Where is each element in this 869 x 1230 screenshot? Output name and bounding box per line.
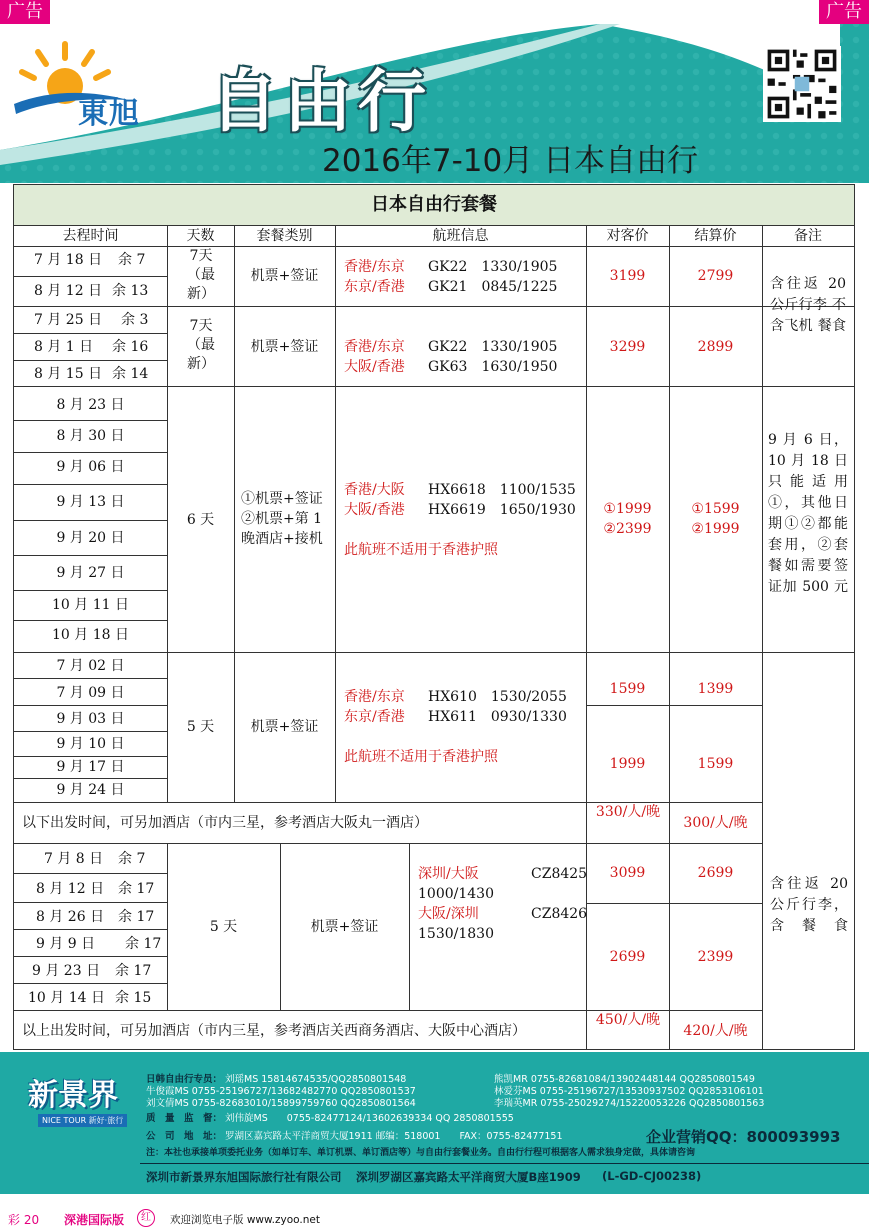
agency-logo-sub: NICE TOUR 新好·旅行 (38, 1114, 127, 1127)
type-cell: 机票+签证 (310, 919, 379, 935)
contact-5: 刘文倩MS 0755-82683010/15899759760 QQ2850801564 (146, 1098, 416, 1109)
flight-info: GK63 1630/1950 (428, 359, 558, 375)
date-cell: 8 月 30 日 (56, 428, 125, 444)
client-price: ①1999 (603, 501, 652, 517)
hotel-addon-text: 以下出发时间，可另加酒店（市内三星，参考酒店大阪丸一酒店） (22, 815, 428, 831)
flight-info: HX611 0930/1330 (428, 709, 567, 725)
client-price: 3099 (609, 865, 646, 881)
flight-route: 香港/东京 (344, 689, 405, 705)
date-cell: 9 月 23 日 (32, 963, 101, 979)
page-number: 彩 20 (8, 1213, 40, 1227)
date-cell: 7 月 02 日 (56, 658, 125, 674)
remark-note: 含往返 20 公斤行李 不含飞机 餐食 (770, 276, 846, 334)
flight-info: GK22 1330/1905 (428, 259, 558, 275)
quality-label: 质 量 监 督： (146, 1113, 223, 1124)
edition-name: 深港国际版 (64, 1213, 125, 1227)
hotel-addon-price: 330/人/晚 (595, 804, 661, 820)
col-header-departure: 去程时间 (62, 228, 119, 244)
header-banner (0, 0, 869, 183)
enterprise-qq: 企业营销QQ：800093993 (646, 1128, 841, 1146)
flight-route: 深圳/大阪 (418, 866, 479, 882)
brand-name: 東旭 (78, 96, 140, 131)
type-cell: 机票+签证 (250, 339, 319, 355)
contacts-label: 日韩自由行专员： (146, 1074, 223, 1085)
flight-warning: 此航班不适用于香港护照 (344, 749, 498, 765)
date-cell: 8 月 26 日 (36, 909, 105, 925)
date-cell: 8 月 23 日 (56, 397, 125, 413)
company-address: 深圳罗湖区嘉宾路太平洋商贸大厦B座1909 (356, 1170, 581, 1184)
col-header-type: 套餐类别 (256, 228, 313, 244)
date-cell: 8 月 12 日 (36, 881, 105, 897)
days-cell: 5 天 (186, 719, 215, 735)
seats-left: 余 3 (121, 312, 149, 328)
seats-left: 余 17 (118, 909, 155, 925)
contact-1: 刘瑶MS 15814674535/QQ2850801548 (225, 1074, 407, 1085)
remark-note: 含往返 20 公斤行李，含餐食 (770, 876, 848, 934)
license-number: (L-GD-CJ00238) (602, 1169, 702, 1183)
seats-left: 余 17 (125, 936, 162, 952)
date-cell: 8 月 15 日 (34, 366, 103, 382)
date-cell: 7 月 18 日 (34, 252, 103, 268)
site-link[interactable]: 欢迎浏览电子版 www.zyoo.net (170, 1214, 320, 1226)
flight-code: CZ8425 (531, 866, 588, 882)
qr-code-icon[interactable] (763, 46, 841, 122)
client-price: 1599 (609, 681, 646, 697)
settle-price: 1399 (697, 681, 734, 697)
date-cell: 10 月 18 日 (52, 627, 129, 643)
date-cell: 9 月 20 日 (56, 530, 125, 546)
client-price: 1999 (609, 756, 646, 772)
date-cell: 9 月 17 日 (56, 759, 125, 775)
client-price: 3199 (609, 268, 646, 284)
date-cell: 9 月 03 日 (56, 711, 125, 727)
flight-route: 香港/东京 (344, 339, 405, 355)
seats-left: 余 7 (118, 851, 146, 867)
settle-price: 1599 (697, 756, 734, 772)
hotel-addon-price: 450/人/晚 (595, 1012, 661, 1028)
settle-price: ②1999 (691, 521, 740, 537)
type-cell: ①机票+签证 (241, 491, 323, 507)
flight-route: 大阪/深圳 (418, 906, 479, 922)
date-cell: 7 月 09 日 (56, 685, 125, 701)
settle-price: ①1599 (691, 501, 740, 517)
flight-info: GK21 0845/1225 (428, 279, 558, 295)
type-cell: ②机票+第 1 (241, 511, 323, 527)
date-cell: 9 月 13 日 (56, 494, 125, 510)
flight-info: GK22 1330/1905 (428, 339, 558, 355)
date-cell: 8 月 12 日 (34, 283, 103, 299)
days-cell: 7天（最新） (187, 248, 215, 302)
flight-time: 1000/1430 (418, 886, 494, 902)
flight-route: 大阪/香港 (344, 502, 405, 518)
flight-warning: 此航班不适用于香港护照 (344, 542, 498, 558)
settle-price: 2399 (697, 949, 734, 965)
page-title: 自由行 (210, 63, 433, 142)
client-price: 3299 (609, 339, 646, 355)
seats-left: 余 16 (112, 339, 149, 355)
ad-label-right: 广告 (819, 0, 869, 24)
contact-3: 牛俊霞MS 0755-25196727/13682482770 QQ2850801537 (146, 1086, 416, 1097)
settle-price: 2699 (697, 865, 734, 881)
flight-route: 大阪/香港 (344, 359, 405, 375)
contact-4: 林爱芬MS 0755-25196727/13530937502 QQ2853106101 (494, 1086, 764, 1097)
page-subtitle: 2016年7-10月 日本自由行 (322, 143, 699, 179)
flight-route: 东京/香港 (344, 279, 405, 295)
settle-price: 2799 (697, 268, 734, 284)
flight-info: HX610 1530/2055 (428, 689, 567, 705)
seats-left: 余 15 (115, 990, 152, 1006)
type-cell: 晚酒店+接机 (241, 531, 323, 547)
contact-2: 熊凯MR 0755-82681084/13902448144 QQ2850801549 (494, 1074, 755, 1085)
company-name: 深圳市新景界东旭国际旅行社有限公司 (146, 1170, 342, 1184)
table-title: 日本自由行套餐 (14, 185, 854, 226)
hotel-addon-settle: 300/人/晚 (683, 815, 748, 831)
flight-route: 香港/东京 (344, 259, 405, 275)
col-header-flight: 航班信息 (432, 228, 489, 244)
type-cell: 机票+签证 (250, 719, 319, 735)
flight-info: HX6618 1100/1535 (428, 482, 576, 498)
seats-left: 余 7 (118, 252, 146, 268)
flight-route: 东京/香港 (344, 709, 405, 725)
col-header-days: 天数 (186, 228, 215, 244)
date-cell: 7 月 25 日 (34, 312, 103, 328)
flight-route: 香港/大阪 (344, 482, 405, 498)
col-header-price: 对客价 (606, 228, 649, 244)
flight-time: 1530/1830 (418, 926, 494, 942)
date-cell: 8 月 1 日 (34, 339, 94, 355)
col-header-settle: 结算价 (694, 228, 737, 244)
seats-left: 余 17 (118, 881, 155, 897)
flight-info: HX6619 1650/1930 (428, 502, 576, 518)
date-cell: 9 月 27 日 (56, 565, 125, 581)
date-cell: 10 月 11 日 (52, 597, 129, 613)
date-cell: 9 月 9 日 (36, 936, 96, 952)
type-cell: 机票+签证 (250, 268, 319, 284)
settle-price: 2899 (697, 339, 734, 355)
days-cell: 5 天 (209, 919, 238, 935)
date-cell: 9 月 06 日 (56, 459, 125, 475)
quality-contact: 刘伟旋MS 0755-82477124/13602639334 QQ 2850801555 (225, 1113, 514, 1124)
col-header-remark: 备注 (794, 228, 822, 244)
ad-label-left: 广告 (0, 0, 50, 24)
footer-notice: 注：本社也承接单项委托业务（如单订车、单订机票、单订酒店等）与自由行套餐业务。自由行行程可根据客人需求独身定做，具体请咨询 (146, 1148, 696, 1158)
days-cell: 6 天 (186, 512, 215, 528)
address-label: 公 司 地 址： (146, 1131, 223, 1142)
address-text: 罗湖区嘉宾路太平洋商贸大厦1911 邮编：518001 FAX：0755-82477151 (225, 1131, 563, 1142)
client-price: 2699 (609, 949, 646, 965)
date-cell: 9 月 10 日 (56, 736, 125, 752)
days-cell: 7天（最新） (187, 318, 215, 372)
remark-note: 9 月 6 日，10 月 18 日只能适用①，其他日期①②都能套用，②套餐如需要签证加 500 元 (768, 432, 848, 595)
client-price: ②2399 (603, 521, 652, 537)
seats-left: 余 14 (112, 366, 149, 382)
seats-left: 余 17 (115, 963, 152, 979)
hotel-addon-text: 以上出发时间，可另加酒店（市内三星，参考酒店关西商务酒店、大阪中心酒店） (22, 1023, 526, 1039)
contact-6: 李瑞英MR 0755-25029274/15220053226 QQ2850801563 (494, 1098, 765, 1109)
date-cell: 10 月 14 日 (28, 990, 105, 1006)
agency-logo: 新景界 (28, 1078, 118, 1113)
date-cell: 7 月 8 日 (44, 851, 104, 867)
edition-badge-icon: 红 (137, 1209, 155, 1227)
seats-left: 余 13 (112, 283, 149, 299)
date-cell: 9 月 24 日 (56, 782, 125, 798)
page-footer-bar (0, 1206, 869, 1230)
flight-code: CZ8426 (531, 906, 588, 922)
hotel-addon-settle: 420/人/晚 (683, 1023, 748, 1039)
